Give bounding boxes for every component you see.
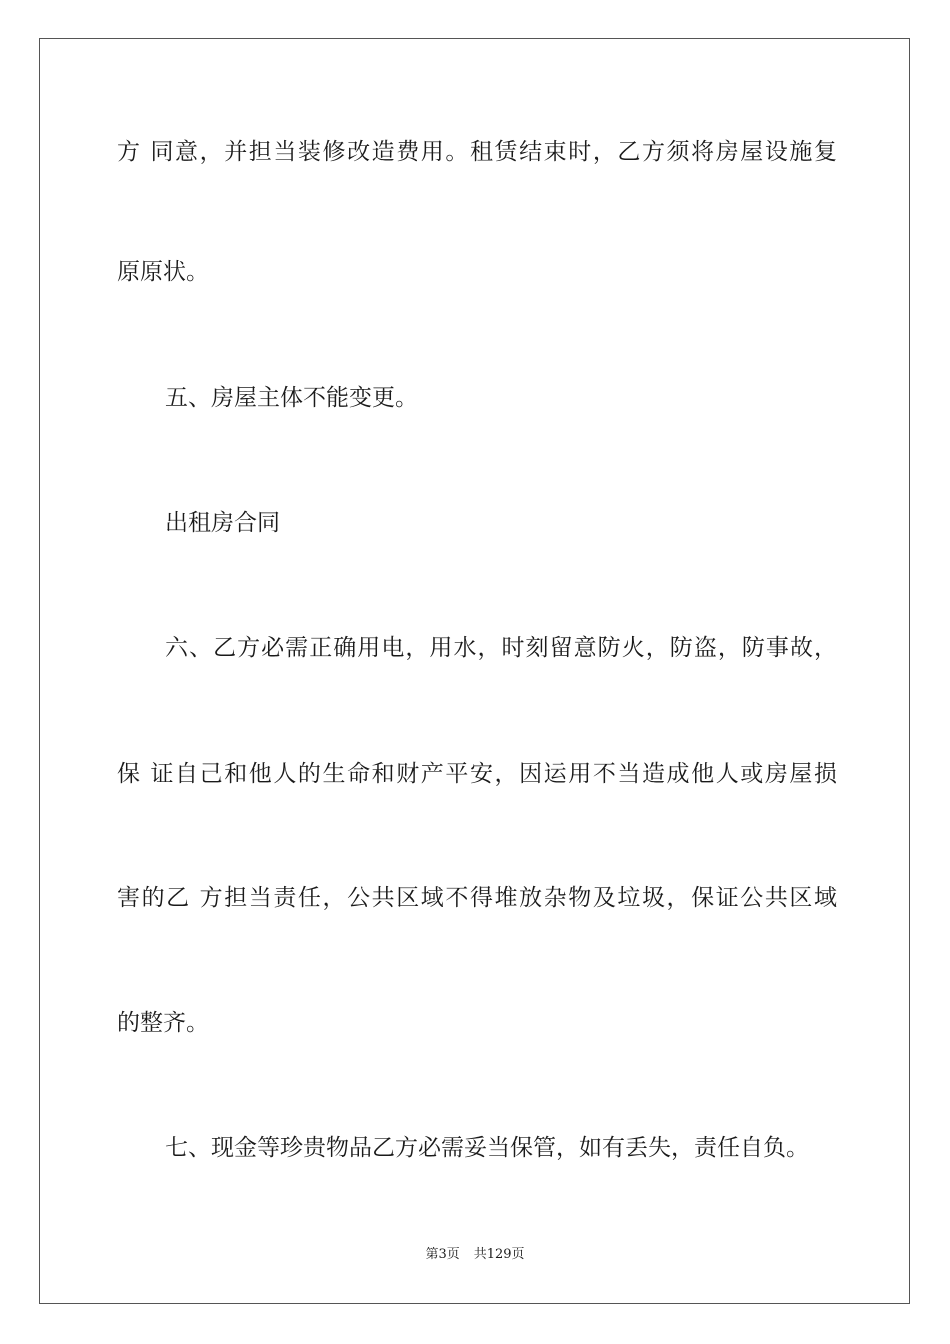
- page-total: 共129页: [473, 1247, 525, 1262]
- page-footer: [0, 1246, 950, 1264]
- paragraph-line: 保 证自己和他人的生命和财产平安，因运用不当造成他人或房屋损: [117, 761, 837, 787]
- section-heading-5: 五、房屋主体不能变更。: [165, 385, 418, 411]
- section-6-line: 六、乙方必需正确用电，用水，时刻留意防火，防盗，防事故，: [165, 635, 837, 661]
- paragraph-line: 原原状。: [117, 259, 209, 285]
- page-number: 第3页: [425, 1247, 460, 1262]
- contract-title: 出租房合同: [165, 510, 280, 536]
- section-7-line: 七、现金等珍贵物品乙方必需妥当保管，如有丢失，责任自负。: [165, 1135, 809, 1161]
- paragraph-line: 方 同意，并担当装修改造费用。租赁结束时，乙方须将房屋设施复: [117, 139, 837, 165]
- paragraph-line: 的整齐。: [117, 1010, 209, 1036]
- page-border: [39, 38, 910, 1304]
- paragraph-line: 害的乙 方担当责任，公共区域不得堆放杂物及垃圾，保证公共区域: [117, 885, 837, 911]
